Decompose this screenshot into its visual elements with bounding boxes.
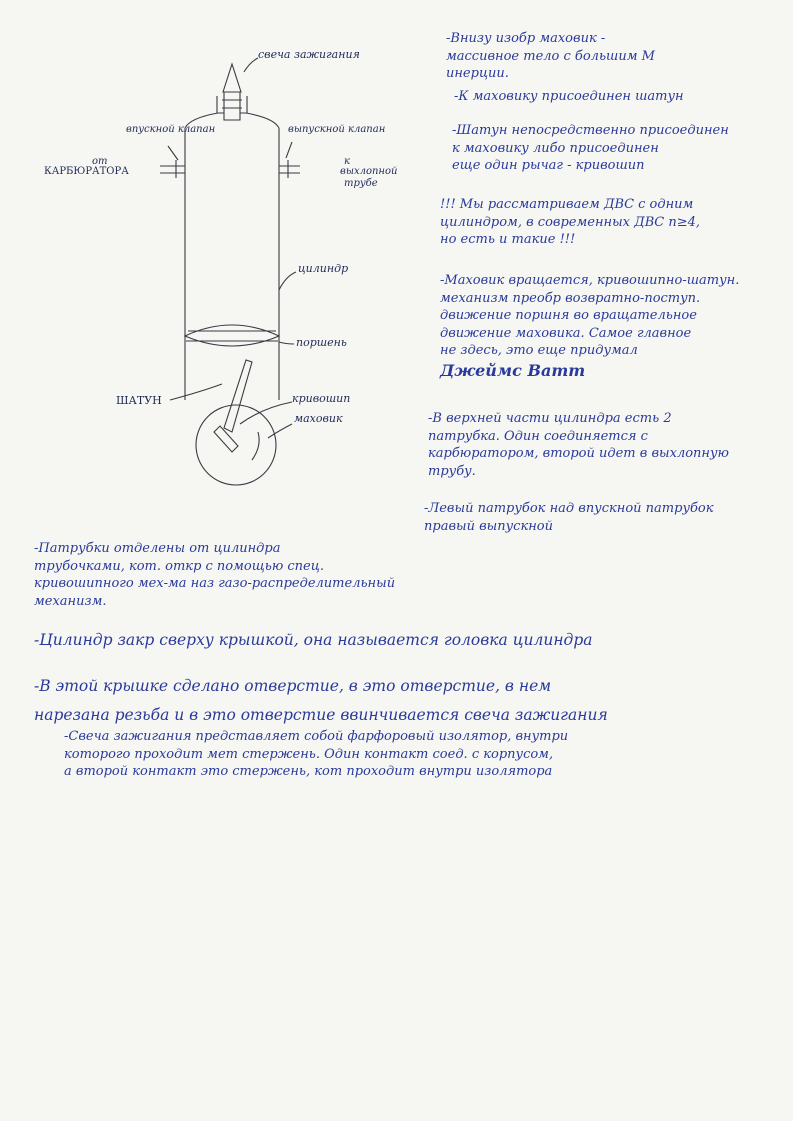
label-pipe: трубе xyxy=(344,178,378,189)
label-crank: кривошип xyxy=(292,392,351,405)
note-rod-attached xyxy=(454,88,684,106)
note-line: которого проходит мет стержень. Один контакт соед. с корпусом, xyxy=(64,746,554,762)
note-line: механизм. xyxy=(34,593,107,609)
note-line: массивное тело с большим М xyxy=(446,48,655,64)
label-cylinder: цилиндр xyxy=(298,262,349,275)
note-line: -Цилиндр закр сверху крышкой, она называется головка цилиндра xyxy=(34,631,593,649)
note-line: -Левый патрубок над впускной патрубок xyxy=(424,501,714,516)
note-line: но есть и такие !!! xyxy=(440,232,576,248)
note-line: инерции. xyxy=(446,66,509,82)
note-line: не здесь, это еще придумал xyxy=(440,343,638,359)
label-intake-valve: впускной клапан xyxy=(126,124,216,135)
note-line: -Шатун непосредственно присоединен xyxy=(452,123,729,138)
note-line: -В верхней части цилиндра есть 2 xyxy=(428,411,672,426)
note-line: нарезана резьба и в это отверстие ввинчивается свеча зажигания xyxy=(34,706,608,725)
label-spark-plug: свеча зажигания xyxy=(258,48,360,61)
note-line: а второй контакт это стержень, кот проходит внутри изолятора xyxy=(64,764,553,780)
note-line: еще один рычаг - кривошип xyxy=(452,158,645,174)
note-flywheel xyxy=(446,30,655,83)
note-left-right-pipe xyxy=(424,500,714,535)
spark-plug-shape xyxy=(223,64,241,120)
label-exhaust-valve: выпускной клапан xyxy=(288,124,386,135)
label-from: от xyxy=(92,156,108,167)
note-single-cylinder xyxy=(440,196,700,249)
crank-shape xyxy=(214,426,238,452)
note-line: -К маховику присоединен шатун xyxy=(454,89,684,104)
note-line: -В этой крышке сделано отверстие, в это отверстие, в нем xyxy=(34,677,552,695)
note-line: правый выпускной xyxy=(424,518,553,534)
label-carburetor: КАРБЮРАТОРА xyxy=(44,166,129,177)
note-line: !!! Мы рассматриваем ДВС с одним xyxy=(440,197,694,212)
label-piston: поршень xyxy=(296,336,347,349)
note-line: -Внизу изобр маховик - xyxy=(446,31,606,46)
note-rod-crank xyxy=(452,122,729,175)
note-line: механизм преобр возвратно-поступ. xyxy=(440,290,701,306)
note-line: Джеймс Ватт xyxy=(440,360,586,380)
note-line: -Свеча зажигания представляет собой фарфоровый изолятор, внутри xyxy=(64,729,569,744)
label-flywheel: маховик xyxy=(294,412,343,425)
note-cylinder-head xyxy=(34,630,593,651)
note-line: кривошипного мех-ма наз газо-распределительный xyxy=(34,576,396,592)
note-pipes xyxy=(428,410,729,480)
connecting-rod xyxy=(224,360,252,432)
note-line: движение поршня во вращательное xyxy=(440,308,697,324)
note-threaded-hole xyxy=(34,672,608,731)
note-crank-mechanism xyxy=(440,272,739,381)
note-line: к маховику либо присоединен xyxy=(452,140,659,156)
note-line: цилиндром, в современных ДВС n≥4, xyxy=(440,214,700,230)
exhaust-pipe xyxy=(279,160,300,178)
note-line: карбюратором, второй идет в выхлопную xyxy=(428,446,729,462)
label-connecting-rod: ШАТУН xyxy=(116,394,162,407)
piston-shape xyxy=(185,325,279,346)
note-line: трубочками, кот. откр с помощью спец. xyxy=(34,558,324,574)
note-line: трубу. xyxy=(428,463,476,479)
note-line: -Маховик вращается, кривошипно-шатун. xyxy=(440,273,740,288)
note-gas-distribution xyxy=(34,540,395,610)
intake-pipe xyxy=(160,160,185,178)
label-exhaust-pipe: выхлопной xyxy=(340,166,398,177)
note-line: движение маховика. Самое главное xyxy=(440,325,692,341)
note-line: -Патрубки отделены от цилиндра xyxy=(34,541,281,556)
note-spark-plug xyxy=(64,728,568,781)
note-line: патрубка. Один соединяется с xyxy=(428,428,648,444)
label-to: к xyxy=(344,156,350,167)
